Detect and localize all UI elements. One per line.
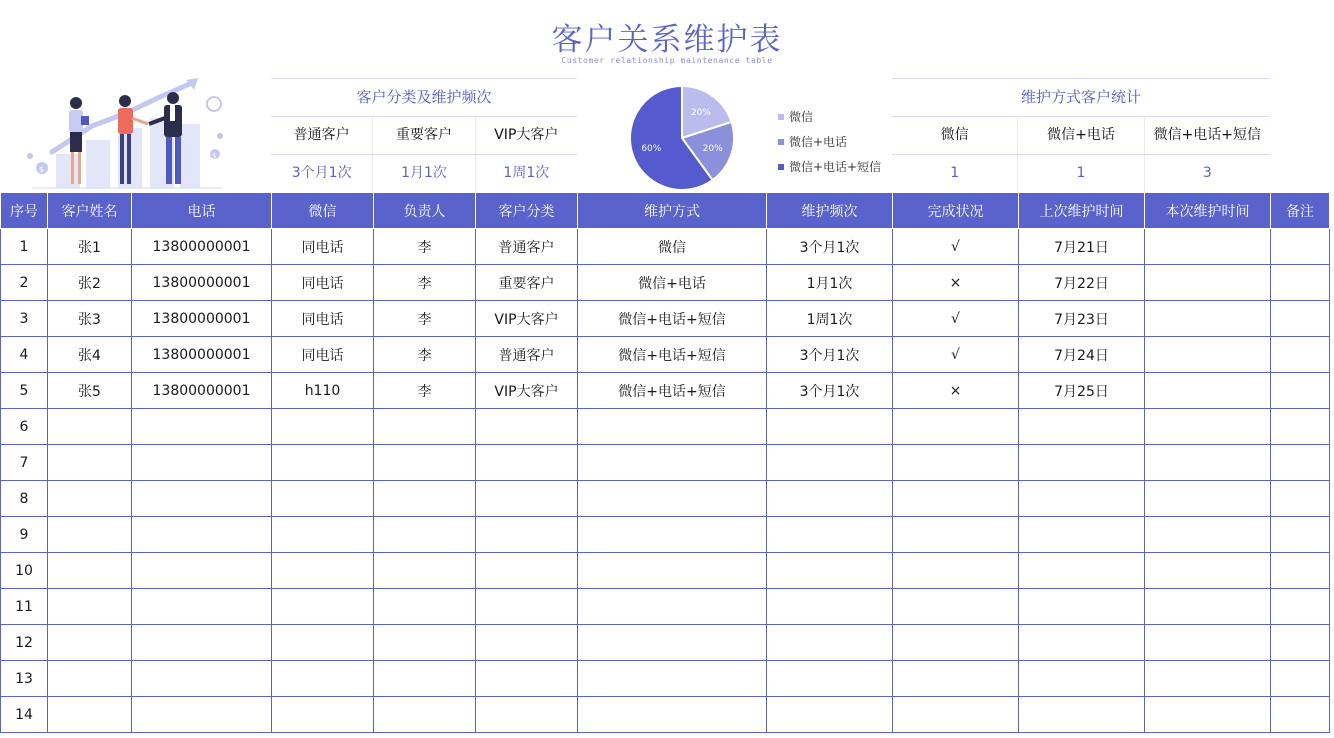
cell-customer-name[interactable] [48,481,132,517]
cell-frequency[interactable] [767,661,893,697]
table-row [1,265,1330,301]
cell-owner[interactable]: 李 [374,337,476,373]
cell-last-time[interactable] [1019,409,1145,445]
cell-category[interactable] [476,661,578,697]
cell-status[interactable] [893,697,1019,733]
cell-this-time[interactable] [1145,697,1271,733]
cell-method[interactable]: 微信+电话+短信 [578,337,767,373]
cell-wechat[interactable] [272,409,374,445]
cell-phone[interactable]: 13800000001 [132,373,272,409]
cell-customer-name[interactable] [48,697,132,733]
cell-owner[interactable] [374,589,476,625]
cell-owner[interactable]: 李 [374,373,476,409]
cell-method[interactable] [578,697,767,733]
cell-remark[interactable] [1271,697,1330,733]
cell-index[interactable]: 14 [1,697,48,733]
table-row [1,445,1330,481]
cell-status[interactable] [893,625,1019,661]
cell-category[interactable]: 普通客户 [476,337,578,373]
category-value-important: 1月1次 [372,155,474,192]
legend-label: 微信+电话 [789,135,848,149]
cell-owner[interactable] [374,661,476,697]
cell-index[interactable]: 8 [1,481,48,517]
cell-this-time[interactable] [1145,625,1271,661]
svg-text:$: $ [212,152,217,160]
method-statistics-box [892,78,1270,192]
table-row [1,409,1330,445]
table-row [1,589,1330,625]
cell-customer-name[interactable]: 张1 [48,229,132,265]
cell-wechat[interactable] [272,589,374,625]
cell-category[interactable] [476,697,578,733]
method-header-wechat-phone-sms: 微信+电话+短信 [1144,117,1270,154]
cell-status[interactable] [893,553,1019,589]
cell-remark[interactable] [1271,553,1330,589]
cell-this-time[interactable] [1145,481,1271,517]
cell-wechat[interactable] [272,517,374,553]
cell-status[interactable] [893,517,1019,553]
cell-last-time[interactable] [1019,445,1145,481]
column-header-wechat: 微信 [272,193,374,229]
maintenance-method-pie-chart [624,80,740,196]
method-count-wechat: 1 [950,165,960,181]
cell-remark[interactable] [1271,301,1330,337]
cell-phone[interactable] [132,445,272,481]
category-header-important: 重要客户 [372,117,474,154]
legend-swatch [778,114,784,120]
cell-frequency[interactable]: 3个月1次 [767,373,893,409]
cell-wechat[interactable]: 同电话 [272,229,374,265]
cell-owner[interactable]: 李 [374,229,476,265]
cell-status[interactable] [893,445,1019,481]
column-header-last-time: 上次维护时间 [1019,193,1145,229]
cell-category[interactable] [476,481,578,517]
table-row [1,301,1330,337]
legend-label: 微信 [789,110,814,124]
cell-remark[interactable] [1271,445,1330,481]
pie-legend [778,104,881,179]
method-header-wechat-phone: 微信+电话 [1017,117,1143,154]
cell-index[interactable]: 11 [1,589,48,625]
category-value-vip: 1周1次 [475,155,577,192]
cell-remark[interactable] [1271,409,1330,445]
column-header-frequency: 维护频次 [767,193,893,229]
cell-method[interactable]: 微信+电话 [578,265,767,301]
cell-category[interactable] [476,553,578,589]
cell-method[interactable]: 微信+电话+短信 [578,373,767,409]
method-count-wechat-phone-sms: 3 [1144,155,1270,192]
cell-customer-name[interactable]: 张2 [48,265,132,301]
cell-wechat[interactable] [272,445,374,481]
cell-frequency[interactable] [767,445,893,481]
cell-phone[interactable] [132,589,272,625]
cell-phone[interactable] [132,517,272,553]
table-header-row [1,193,1330,229]
pie-data-label: 60% [641,143,662,154]
cell-last-time[interactable] [1019,481,1145,517]
column-header-method: 维护方式 [578,193,767,229]
cell-owner[interactable]: 李 [374,301,476,337]
cell-index[interactable]: 7 [1,445,48,481]
cell-remark[interactable] [1271,661,1330,697]
legend-swatch [778,164,784,170]
cell-this-time[interactable] [1145,445,1271,481]
cell-wechat[interactable] [272,553,374,589]
cell-last-time[interactable] [1019,589,1145,625]
table-row [1,697,1330,733]
legend-item-wechat-phone [778,129,881,154]
cell-frequency[interactable]: 1周1次 [767,301,893,337]
customer-maintenance-table [0,193,1330,733]
column-header-this-time: 本次维护时间 [1145,193,1271,229]
cell-index[interactable]: 2 [1,265,48,301]
column-header-remark: 备注 [1271,193,1330,229]
cell-wechat[interactable] [272,697,374,733]
cell-method[interactable] [578,553,767,589]
cell-wechat[interactable]: h110 [272,373,374,409]
cell-customer-name[interactable] [48,517,132,553]
cell-method[interactable] [578,409,767,445]
cell-category[interactable] [476,445,578,481]
cell-owner[interactable] [374,517,476,553]
cell-this-time[interactable] [1145,409,1271,445]
cell-index[interactable]: 5 [1,373,48,409]
cell-last-time[interactable]: 7月23日 [1019,301,1145,337]
table-row [1,337,1330,373]
cell-status[interactable]: √ [893,301,1019,337]
cell-frequency[interactable]: 3个月1次 [767,337,893,373]
cell-status[interactable] [893,481,1019,517]
cell-frequency[interactable] [767,553,893,589]
cell-remark[interactable] [1271,337,1330,373]
cell-remark[interactable] [1271,625,1330,661]
cell-owner[interactable] [374,625,476,661]
cell-category[interactable] [476,517,578,553]
category-frequency-box [271,78,577,192]
cell-customer-name[interactable] [48,409,132,445]
cell-owner[interactable] [374,697,476,733]
cell-remark[interactable] [1271,481,1330,517]
cell-frequency[interactable] [767,697,893,733]
cell-status[interactable]: × [893,265,1019,301]
business-handshake-illustration [22,74,232,190]
cell-method[interactable] [578,481,767,517]
cell-last-time[interactable] [1019,661,1145,697]
cell-category[interactable] [476,625,578,661]
table-row [1,625,1330,661]
legend-label: 微信+电话+短信 [789,160,882,174]
cell-status[interactable]: √ [893,229,1019,265]
cell-customer-name[interactable] [48,445,132,481]
cell-customer-name[interactable] [48,553,132,589]
table-row [1,553,1330,589]
column-header-customer-name: 客户姓名 [48,193,132,229]
cell-frequency[interactable]: 3个月1次 [767,229,893,265]
cell-remark[interactable] [1271,517,1330,553]
cell-frequency[interactable] [767,481,893,517]
cell-index[interactable]: 1 [1,229,48,265]
cell-wechat[interactable] [272,481,374,517]
cell-category[interactable] [476,589,578,625]
cell-last-time[interactable]: 7月25日 [1019,373,1145,409]
cell-index[interactable]: 4 [1,337,48,373]
column-header-category: 客户分类 [476,193,578,229]
cell-remark[interactable] [1271,265,1330,301]
legend-item-wechat [778,104,881,129]
cell-remark[interactable] [1271,373,1330,409]
cell-phone[interactable] [132,661,272,697]
cell-this-time[interactable] [1145,517,1271,553]
cell-customer-name[interactable]: 张3 [48,301,132,337]
cell-phone[interactable]: 13800000001 [132,337,272,373]
table-row [1,661,1330,697]
cell-status[interactable] [893,661,1019,697]
column-header-index: 序号 [1,193,48,229]
cell-index[interactable]: 6 [1,409,48,445]
cell-last-time[interactable] [1019,697,1145,733]
column-header-status: 完成状况 [893,193,1019,229]
method-header-wechat: 微信 [940,127,969,143]
cell-index[interactable]: 10 [1,553,48,589]
cell-owner[interactable]: 李 [374,265,476,301]
cell-status[interactable] [893,409,1019,445]
cell-customer-name[interactable]: 张4 [48,337,132,373]
cell-category[interactable]: VIP大客户 [476,373,578,409]
cell-owner[interactable] [374,445,476,481]
cell-phone[interactable] [132,481,272,517]
cell-last-time[interactable]: 7月24日 [1019,337,1145,373]
table-row [1,517,1330,553]
cell-customer-name[interactable] [48,589,132,625]
cell-wechat[interactable]: 同电话 [272,337,374,373]
category-box-title: 客户分类及维护频次 [271,79,577,117]
column-header-phone: 电话 [132,193,272,229]
cell-this-time[interactable] [1145,553,1271,589]
cell-phone[interactable] [132,409,272,445]
cell-phone[interactable]: 13800000001 [132,265,272,301]
pie-data-label: 20% [702,143,723,154]
cell-phone[interactable] [132,625,272,661]
cell-method[interactable] [578,589,767,625]
page-subtitle: Customer relationship maintenance table [561,56,773,65]
cell-method[interactable] [578,517,767,553]
cell-customer-name[interactable]: 张5 [48,373,132,409]
cell-owner[interactable] [374,481,476,517]
cell-phone[interactable] [132,697,272,733]
cell-owner[interactable] [374,409,476,445]
cell-index[interactable]: 9 [1,517,48,553]
cell-remark[interactable] [1271,229,1330,265]
cell-category[interactable]: 普通客户 [476,229,578,265]
cell-phone[interactable]: 13800000001 [132,229,272,265]
cell-this-time[interactable] [1145,301,1271,337]
cell-method[interactable] [578,661,767,697]
cell-owner[interactable] [374,553,476,589]
legend-item-wechat-phone-sms [778,154,881,179]
cell-category[interactable]: 重要客户 [476,265,578,301]
cell-method[interactable]: 微信+电话+短信 [578,301,767,337]
cell-index[interactable]: 12 [1,625,48,661]
page-title: 客户关系维护表 [551,22,783,58]
cell-last-time[interactable]: 7月21日 [1019,229,1145,265]
cell-frequency[interactable] [767,409,893,445]
cell-category[interactable] [476,409,578,445]
cell-customer-name[interactable] [48,661,132,697]
cell-remark[interactable] [1271,589,1330,625]
cell-frequency[interactable] [767,625,893,661]
cell-frequency[interactable] [767,589,893,625]
cell-this-time[interactable] [1145,373,1271,409]
cell-method[interactable] [578,445,767,481]
cell-index[interactable]: 13 [1,661,48,697]
cell-status[interactable]: √ [893,337,1019,373]
cell-this-time[interactable] [1145,229,1271,265]
pie-data-label: 20% [690,107,711,118]
cell-method[interactable]: 微信 [578,229,767,265]
cell-frequency[interactable] [767,517,893,553]
table-row [1,373,1330,409]
cell-customer-name[interactable] [48,625,132,661]
cell-this-time[interactable] [1145,661,1271,697]
cell-last-time[interactable] [1019,625,1145,661]
cell-this-time[interactable] [1145,265,1271,301]
svg-text:$: $ [39,165,45,174]
category-header-regular: 普通客户 [293,127,350,143]
cell-this-time[interactable] [1145,337,1271,373]
cell-frequency[interactable]: 1月1次 [767,265,893,301]
category-header-vip: VIP大客户 [475,117,577,154]
cell-wechat[interactable] [272,625,374,661]
cell-status[interactable] [893,589,1019,625]
cell-wechat[interactable] [272,661,374,697]
cell-this-time[interactable] [1145,589,1271,625]
cell-status[interactable]: × [893,373,1019,409]
cell-last-time[interactable] [1019,517,1145,553]
table-row [1,229,1330,265]
legend-swatch [778,139,784,145]
table-body [1,229,1330,733]
cell-method[interactable] [578,625,767,661]
method-box-title: 维护方式客户统计 [892,79,1270,117]
table-row [1,481,1330,517]
cell-phone[interactable]: 13800000001 [132,301,272,337]
cell-wechat[interactable]: 同电话 [272,301,374,337]
cell-phone[interactable] [132,553,272,589]
cell-category[interactable]: VIP大客户 [476,301,578,337]
method-count-wechat-phone: 1 [1017,155,1143,192]
cell-last-time[interactable]: 7月22日 [1019,265,1145,301]
cell-wechat[interactable]: 同电话 [272,265,374,301]
category-value-regular: 3个月1次 [291,165,352,181]
cell-index[interactable]: 3 [1,301,48,337]
cell-last-time[interactable] [1019,553,1145,589]
column-header-owner: 负责人 [374,193,476,229]
